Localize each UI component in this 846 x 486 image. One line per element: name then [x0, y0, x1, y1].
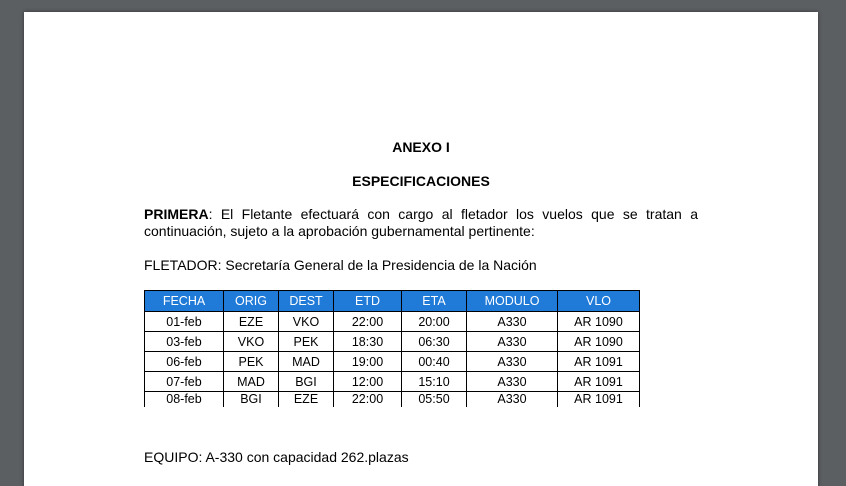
table-cell-eta: 15:10	[402, 372, 467, 392]
table-cell-fecha: 06-feb	[145, 352, 224, 372]
table-cell-vlo: AR 1091	[558, 372, 640, 392]
table-cell-modulo: A330	[467, 312, 558, 332]
table-cell-etd: 12:00	[334, 372, 402, 392]
table-cell-etd: 22:00	[334, 312, 402, 332]
table-cell-modulo: A330	[467, 332, 558, 352]
primera-line-2: continuación, sujeto a la aprobación gubernamental pertinente:	[144, 223, 535, 239]
table-cell-modulo: A330	[467, 392, 558, 408]
table-cell-dest: EZE	[279, 392, 334, 408]
table-cell-etd: 18:30	[334, 332, 402, 352]
primera-paragraph	[144, 206, 698, 240]
table-cell-dest: VKO	[279, 312, 334, 332]
column-header-etd: ETD	[334, 291, 402, 312]
primera-label: PRIMERA	[144, 206, 209, 222]
equipo-line: EQUIPO: A-330 con capacidad 262.plazas	[144, 449, 409, 465]
table-cell-dest: PEK	[279, 332, 334, 352]
table-cell-dest: BGI	[279, 372, 334, 392]
column-header-eta: ETA	[402, 291, 467, 312]
table-row	[145, 392, 640, 408]
table-cell-eta: 20:00	[402, 312, 467, 332]
fletador-line: FLETADOR: Secretaría General de la Presidencia de la Nación	[144, 257, 537, 273]
table-cell-etd: 19:00	[334, 352, 402, 372]
table-cell-modulo: A330	[467, 372, 558, 392]
table-cell-vlo: AR 1091	[558, 352, 640, 372]
table-cell-orig: PEK	[224, 352, 279, 372]
table-cell-fecha: 03-feb	[145, 332, 224, 352]
table-cell-orig: BGI	[224, 392, 279, 408]
table-header-row	[145, 291, 640, 312]
column-header-dest: DEST	[279, 291, 334, 312]
table-cell-etd: 22:00	[334, 392, 402, 408]
table-cell-eta: 00:40	[402, 352, 467, 372]
table-cell-fecha: 07-feb	[145, 372, 224, 392]
column-header-modulo: MODULO	[467, 291, 558, 312]
table-cell-dest: MAD	[279, 352, 334, 372]
table-cell-vlo: AR 1090	[558, 312, 640, 332]
table-row	[145, 352, 640, 372]
table-cell-modulo: A330	[467, 352, 558, 372]
table-cell-orig: VKO	[224, 332, 279, 352]
table-cell-vlo: AR 1090	[558, 332, 640, 352]
primera-line-1	[144, 206, 698, 223]
column-header-vlo: VLO	[558, 291, 640, 312]
column-header-fecha: FECHA	[145, 291, 224, 312]
table-cell-orig: EZE	[224, 312, 279, 332]
table-row	[145, 372, 640, 392]
column-header-orig: ORIG	[224, 291, 279, 312]
table-row	[145, 332, 640, 352]
table-cell-eta: 05:50	[402, 392, 467, 408]
flights-table	[144, 290, 640, 407]
table-cell-fecha: 08-feb	[145, 392, 224, 408]
table-cell-fecha: 01-feb	[145, 312, 224, 332]
table-cell-eta: 06:30	[402, 332, 467, 352]
annex-heading: ANEXO I	[392, 139, 450, 155]
table-row	[145, 312, 640, 332]
table-cell-vlo: AR 1091	[558, 392, 640, 408]
primera-line-1-text: : El Fletante efectuará con cargo al fletador los vuelos que se tratan a	[208, 206, 698, 222]
document-page	[24, 12, 818, 486]
specifications-heading: ESPECIFICACIONES	[352, 173, 490, 189]
table-cell-orig: MAD	[224, 372, 279, 392]
